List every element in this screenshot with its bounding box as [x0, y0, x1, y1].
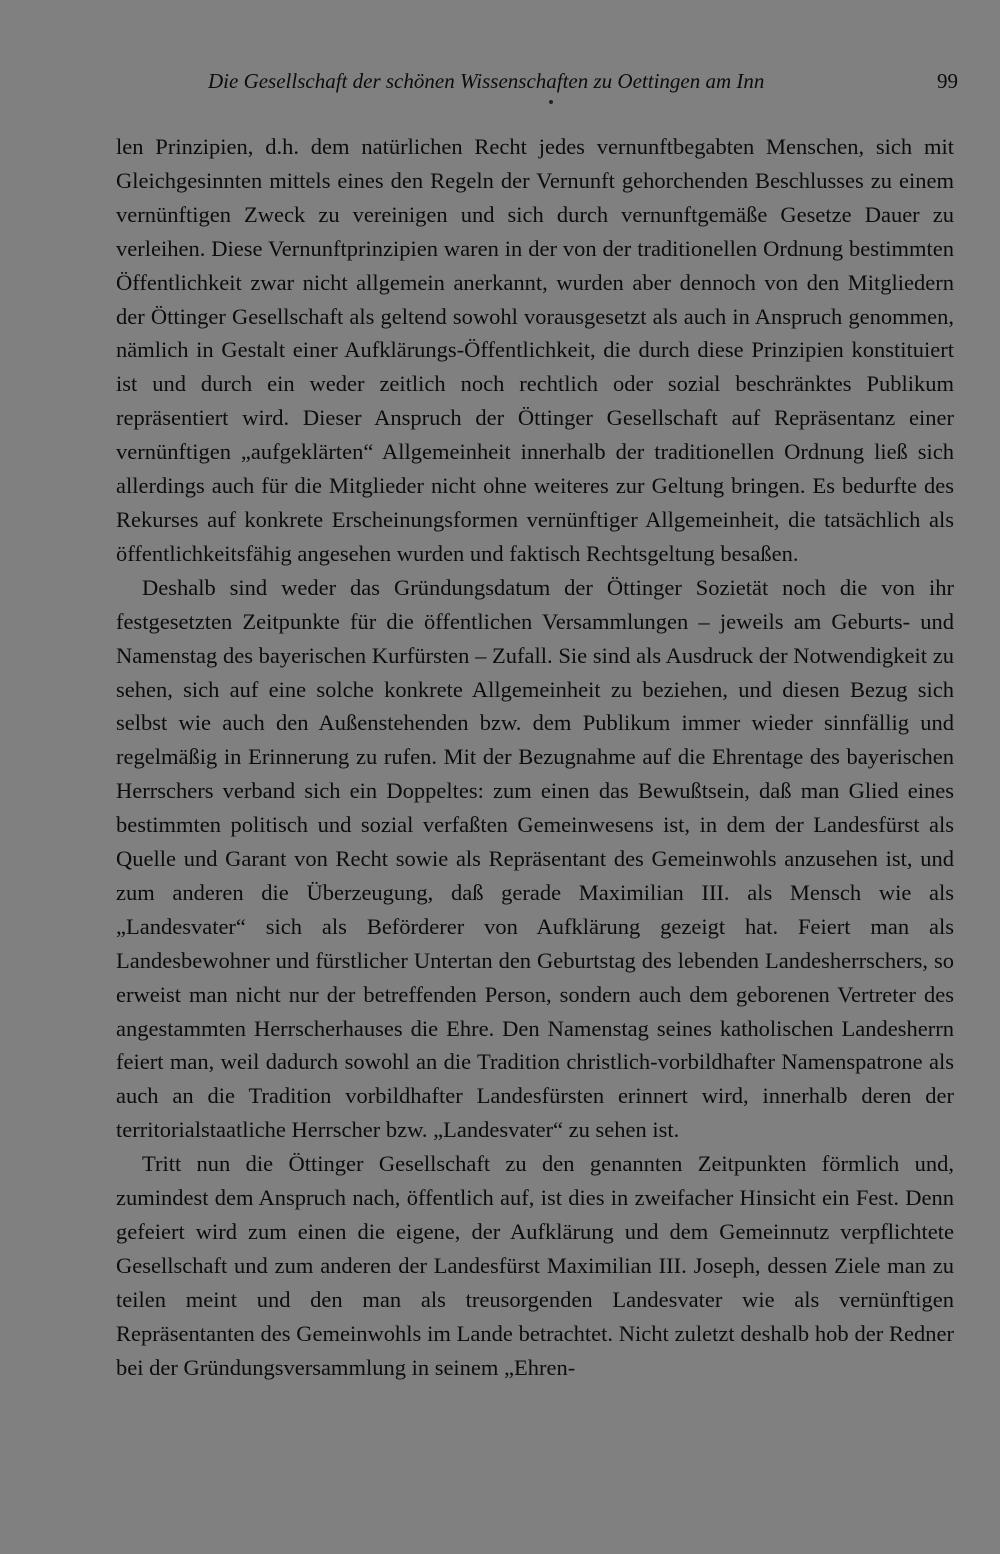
paragraph-continued: len Prinzipien, d.h. dem natürlichen Recht jedes vernunftbegabten Menschen, sich mit Gleichgesinnten mittels eines den Regeln der Vernunft gehorchenden Beschlusses zu einem vernünftigen Zweck zu vereinigen und sich durch vernunftgemäße Gesetze Dauer zu verleihen. Diese Vernunftprinzipien waren in der von der traditionellen Ordnung bestimmten Öffentlichkeit zwar nicht allgemein anerkannt, wurden aber dennoch von den Mitgliedern der Öttinger Gesellschaft als geltend sowohl vorausgesetzt als auch in Anspruch genommen, nämlich in Gestalt einer Aufklärungs-Öffentlichkeit, die durch diese Prinzipien konstituiert ist und durch ein weder zeitlich noch rechtlich oder sozial beschränktes Publikum repräsentiert wird. Dieser Anspruch der Öttinger Gesellschaft auf Repräsentanz einer vernünftigen „aufgeklärten“ Allgemeinheit innerhalb der traditionellen Ordnung ließ sich allerdings auch für die Mitglieder nicht ohne weiteres zur Geltung bringen. Es bedurfte des Rekurses auf konkrete Erscheinungsformen vernünftiger Allgemeinheit, die tatsächlich als öffentlichkeitsfähig angesehen wurden und faktisch Rechtsgeltung besaßen. [116, 134, 954, 566]
body-text [116, 130, 954, 1385]
paragraph: Deshalb sind weder das Gründungsdatum der Öttinger Sozietät noch die von ihr festgesetzten Zeitpunkte für die öffentlichen Versammlungen – jeweils am Geburts- und Namenstag des bayerischen Kurfürsten – Zufall. Sie sind als Ausdruck der Notwendigkeit zu sehen, sich auf eine solche konkrete Allgemeinheit zu beziehen, und diesen Bezug sich selbst wie auch den Außenstehenden bzw. dem Publikum immer wieder sinnfällig und regelmäßig in Erinnerung zu rufen. Mit der Bezugnahme auf die Ehrentage des bayerischen Herrschers verband sich ein Doppeltes: zum einen das Bewußtsein, daß man Glied eines bestimmten politisch und sozial verfaßten Gemeinwesens ist, in dem der Landesfürst als Quelle und Garant von Recht sowie als Repräsentant des Gemeinwohls anzusehen ist, und zum anderen die Überzeugung, daß gerade Maximilian III. als Mensch wie als „Landesvater“ sich als Beförderer von Aufklärung gezeigt hat. Feiert man als Landesbewohner und fürstlicher Untertan den Geburtstag des lebenden Landesherrschers, so erweist man nicht nur der betreffenden Person, sondern auch dem geborenen Vertreter des angestammten Herrscherhauses die Ehre. Den Namenstag seines katholischen Landesherrn feiert man, weil dadurch sowohl an die Tradition christlich-vorbildhafter Namenspatrone als auch an die Tradition vorbildhafter Landesfürsten erinnert wird, innerhalb deren der territorialstaatliche Herrscher bzw. „Landesvater“ zu sehen ist. [116, 574, 954, 1143]
print-speck [549, 100, 553, 104]
paragraph: Tritt nun die Öttinger Gesellschaft zu den genannten Zeitpunkten förmlich und, zumindest dem Anspruch nach, öffentlich auf, ist dies in zweifacher Hinsicht ein Fest. Denn gefeiert wird zum einen die eigene, der Aufklärung und dem Gemeinnutz verpflichtete Gesellschaft und zum anderen der Landesfürst Maximilian III. Joseph, dessen Ziele man zu teilen meint und den man als treusorgenden Landesvater wie als vernünftigen Repräsentanten des Gemeinwohls im Lande betrachtet. Nicht zuletzt deshalb hob der Redner bei der Gründungsversammlung in seinem „Ehren- [116, 1151, 954, 1380]
running-title: Die Gesellschaft der schönen Wissenschaften zu Oettingen am Inn [208, 69, 765, 93]
running-head [116, 66, 958, 98]
page-number: 99 [937, 69, 958, 93]
